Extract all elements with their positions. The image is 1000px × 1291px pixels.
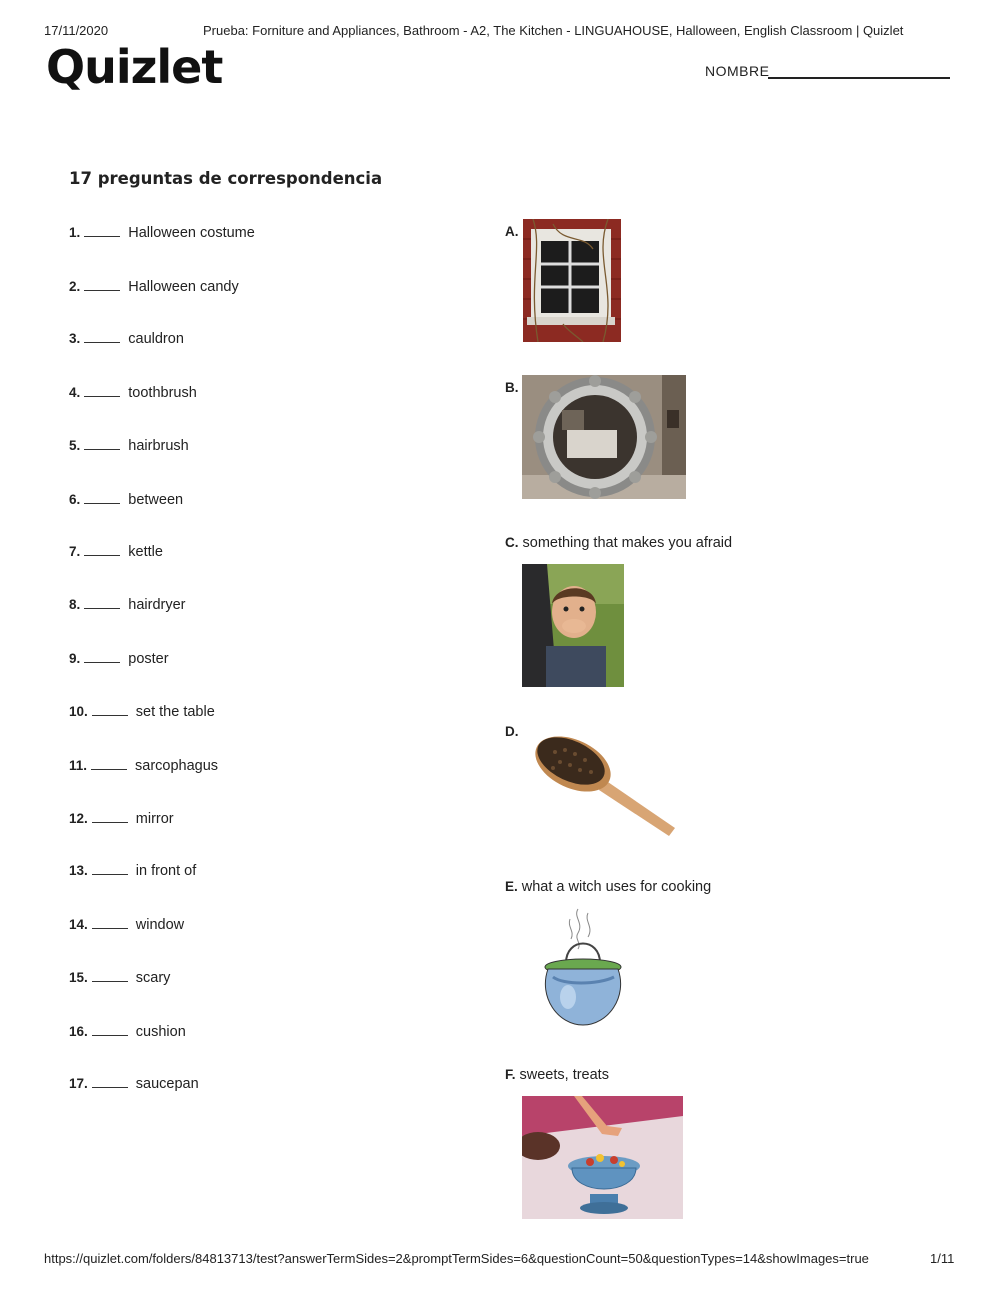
answer-blank[interactable] — [84, 449, 120, 450]
question-item — [69, 385, 197, 401]
answer-letter: D. — [505, 724, 519, 739]
question-item — [69, 1076, 199, 1092]
answer-blank[interactable] — [84, 608, 120, 609]
question-item — [69, 544, 163, 560]
answer-blank[interactable] — [84, 236, 120, 237]
answer-blank[interactable] — [84, 662, 120, 663]
question-term: sarcophagus — [135, 758, 219, 774]
answer-blank[interactable] — [92, 1087, 128, 1088]
question-number: 16. — [69, 1024, 88, 1039]
answer-blank[interactable] — [84, 290, 120, 291]
question-number: 10. — [69, 704, 88, 719]
question-number: 8. — [69, 597, 81, 612]
question-item — [69, 863, 196, 879]
candy-bowl-illustration — [522, 1096, 683, 1219]
question-number: 5. — [69, 438, 81, 453]
answer-blank[interactable] — [92, 822, 128, 823]
section-title: 17 preguntas de correspondencia — [69, 169, 383, 188]
question-item — [69, 331, 184, 347]
question-number: 4. — [69, 385, 81, 400]
question-term: Halloween costume — [128, 225, 255, 241]
answer-blank[interactable] — [92, 928, 128, 929]
answer-text: what a witch uses for cooking — [521, 879, 712, 895]
answer-text: sweets, treats — [519, 1067, 609, 1083]
answer-label — [505, 224, 523, 240]
question-term: kettle — [128, 544, 163, 560]
answer-blank[interactable] — [92, 715, 128, 716]
answer-label — [505, 380, 523, 396]
answer-label — [505, 1067, 609, 1083]
question-item — [69, 1024, 186, 1040]
question-term: between — [128, 492, 184, 508]
answer-blank[interactable] — [92, 874, 128, 875]
answer-blank[interactable] — [84, 396, 120, 397]
question-number: 2. — [69, 279, 81, 294]
answer-label — [505, 879, 711, 895]
question-number: 1. — [69, 225, 81, 240]
quizlet-logo: Quizlet — [46, 40, 223, 94]
name-label: NOMBRE — [705, 63, 770, 79]
question-term: poster — [128, 651, 169, 667]
question-item — [69, 597, 185, 613]
question-item — [69, 279, 239, 295]
question-item — [69, 704, 215, 720]
answer-label — [505, 724, 523, 740]
window-photo — [523, 219, 621, 342]
question-number: 15. — [69, 970, 88, 985]
print-date: 17/11/2020 — [44, 23, 109, 38]
question-number: 9. — [69, 651, 81, 666]
question-term: toothbrush — [128, 385, 197, 401]
question-term: hairbrush — [128, 438, 189, 454]
question-item — [69, 492, 183, 508]
question-number: 6. — [69, 492, 81, 507]
question-item — [69, 758, 218, 774]
scared-child-photo — [522, 564, 624, 687]
question-term: cauldron — [128, 331, 184, 347]
answer-text: something that makes you afraid — [522, 535, 733, 551]
question-number: 7. — [69, 544, 81, 559]
question-number: 17. — [69, 1076, 88, 1091]
question-number: 11. — [69, 758, 88, 773]
answer-blank[interactable] — [84, 555, 120, 556]
question-item — [69, 811, 174, 827]
answer-blank[interactable] — [91, 769, 127, 770]
answer-letter: C. — [505, 535, 519, 550]
question-number: 14. — [69, 917, 88, 932]
question-item — [69, 651, 169, 667]
answer-blank[interactable] — [92, 981, 128, 982]
answer-blank[interactable] — [92, 1035, 128, 1036]
question-term: scary — [135, 970, 171, 986]
question-term: in front of — [135, 863, 197, 879]
answer-label — [505, 535, 732, 551]
answer-letter: A. — [505, 224, 519, 239]
question-term: hairdryer — [128, 597, 186, 613]
answer-letter: F. — [505, 1067, 516, 1082]
question-term: saucepan — [135, 1076, 199, 1092]
question-number: 12. — [69, 811, 88, 826]
answer-letter: E. — [505, 879, 518, 894]
question-term: window — [135, 917, 185, 933]
name-field-line[interactable] — [768, 77, 950, 79]
question-number: 13. — [69, 863, 88, 878]
question-term: Halloween candy — [128, 279, 239, 295]
hairbrush-photo — [525, 720, 685, 840]
page-url: https://quizlet.com/folders/84813713/test?answerTermSides=2&promptTermSides=6&questionCount=50&questionTypes=14&showImages=true — [44, 1251, 869, 1266]
question-item — [69, 970, 170, 986]
question-item — [69, 225, 255, 241]
question-term: cushion — [135, 1024, 186, 1040]
question-term: set the table — [135, 704, 215, 720]
answer-blank[interactable] — [84, 342, 120, 343]
question-item — [69, 438, 189, 454]
question-term: mirror — [135, 811, 174, 827]
answer-blank[interactable] — [84, 503, 120, 504]
question-item — [69, 917, 184, 933]
answer-letter: B. — [505, 380, 519, 395]
page-title: Prueba: Forniture and Appliances, Bathroom - A2, The Kitchen - LINGUAHOUSE, Halloween, English Classroom | Quizlet — [203, 23, 904, 38]
page-number: 1/11 — [930, 1251, 955, 1266]
question-number: 3. — [69, 331, 81, 346]
cauldron-illustration — [538, 907, 628, 1032]
mirror-photo — [522, 375, 686, 499]
